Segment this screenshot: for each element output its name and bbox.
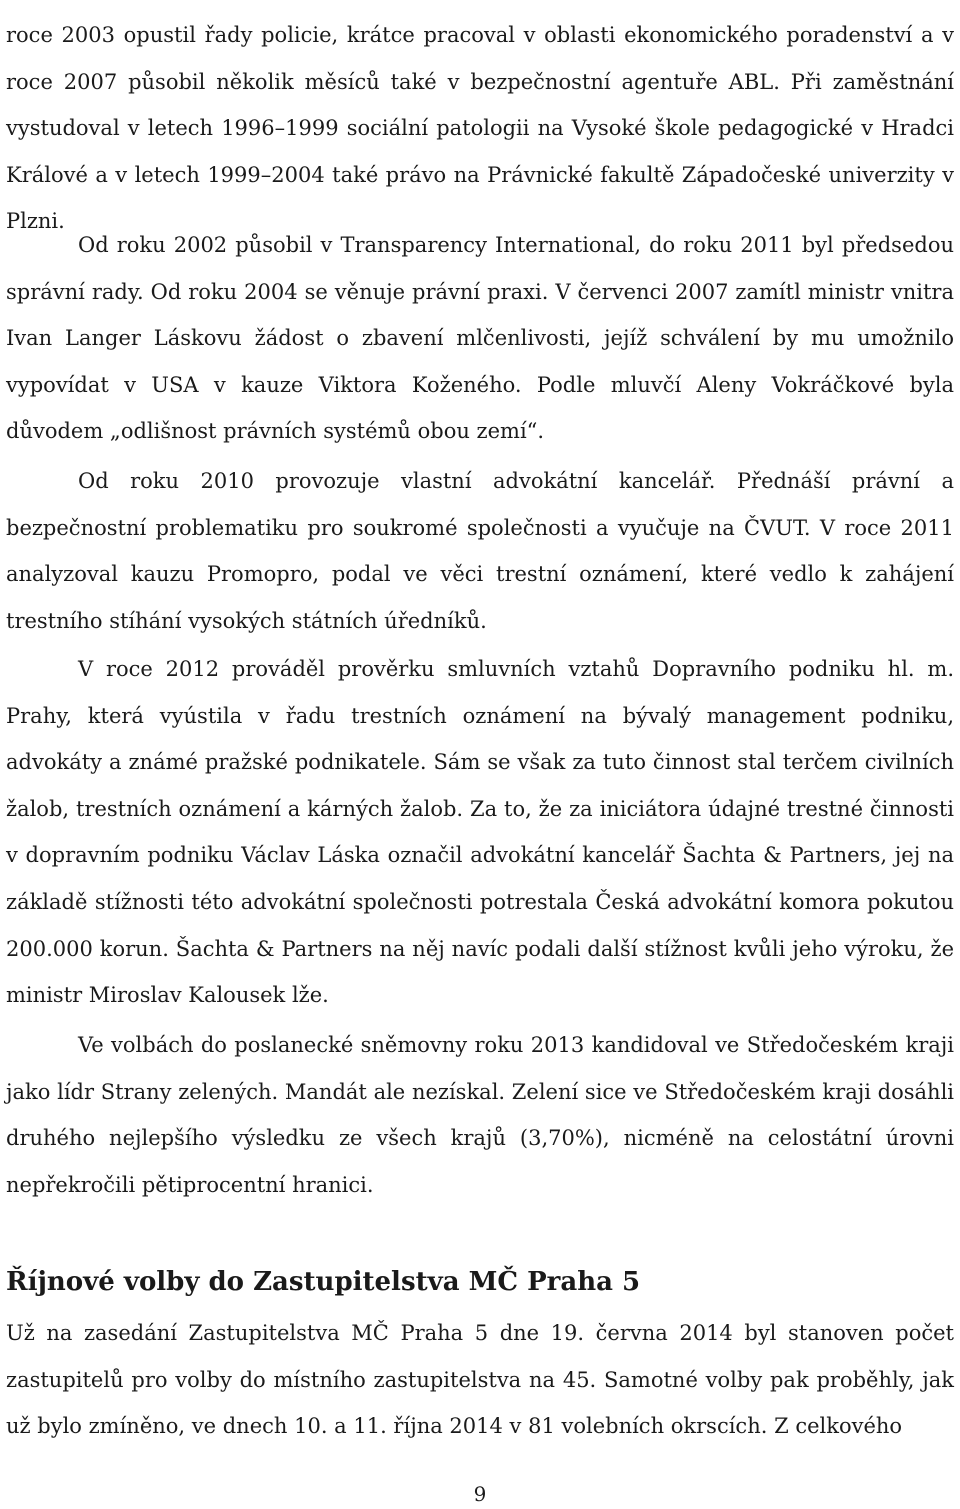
- section-heading: Říjnové volby do Zastupitelstva MČ Praha 5: [6, 1267, 641, 1297]
- paragraph-transparency-international: Od roku 2002 působil v Transparency International, do roku 2011 byl předsedou správní rady. Od roku 2004 se věnuje právní praxi. V červenci 2007 zamítl ministr vnitra Ivan Langer Láskovu žádost o zbavení mlčenlivosti, jejíž schválení by mu umožnilo vypovídat v USA v kauze Viktora Koženého. Podle mluvčí Aleny Vokráčkové byla důvodem „odlišnost právních systémů obou zemí“.: [6, 233, 954, 444]
- paragraph-elections-2013: Ve volbách do poslanecké sněmovny roku 2013 kandidoval ve Středočeském kraji jako lídr Strany zelených. Mandát ale nezískal. Zelení sice ve Středočeském kraji dosáhli druhého nejlepšího výsledku ze všech krajů (3,70%), nicméně na celostátní úrovni nepřekročili pětiprocentní hranici.: [6, 1033, 954, 1197]
- paragraph-education: roce 2003 opustil řady policie, krátce pracoval v oblasti ekonomického poradenství a v roce 2007 působil několik měsíců také v bezpečnostní agentuře ABL. Při zaměstnání vystudoval v letech 1996–1999 sociální patologii na Vysoké škole pedagogické v Hradci Králové a v letech 1999–2004 také právo na Právnické fakultě Západočeské univerzity v Plzni.: [6, 23, 954, 234]
- page-number: 9: [473, 1482, 487, 1506]
- paragraph-transit-audit: V roce 2012 prováděl prověrku smluvních vztahů Dopravního podniku hl. m. Prahy, která vyústila v řadu trestních oznámení na bývalý management podniku, advokáty a známé pražské podnikatele. Sám se však za tuto činnost stal terčem civilních žalob, trestních oznámení a kárných žalob. Za to, že za iniciátora údajné trestné činnosti v dopravním podniku Václav Láska označil advokátní kancelář Šachta & Partners, jej na základě stížnosti této advokátní společnosti potrestala Česká advokátní komora pokutou 200.000 korun. Šachta & Partners na něj navíc podali další stížnost kvůli jeho výroku, že ministr Miroslav Kalousek lže.: [6, 657, 954, 1008]
- paragraph-october-elections: Už na zasedání Zastupitelstva MČ Praha 5 dne 19. června 2014 byl stanoven počet zastupitelů pro volby do místního zastupitelstva na 45. Samotné volby pak proběhly, jak už bylo zmíněno, ve dnech 10. a 11. října 2014 v 81 volebních okrscích. Z celkového: [6, 1321, 954, 1439]
- paragraph-law-office: Od roku 2010 provozuje vlastní advokátní kancelář. Přednáší právní a bezpečnostní problematiku pro soukromé společnosti a vyučuje na ČVUT. V roce 2011 analyzoval kauzu Promopro, podal ve věci trestní oznámení, které vedlo k zahájení trestního stíhání vysokých státních úředníků.: [6, 469, 954, 633]
